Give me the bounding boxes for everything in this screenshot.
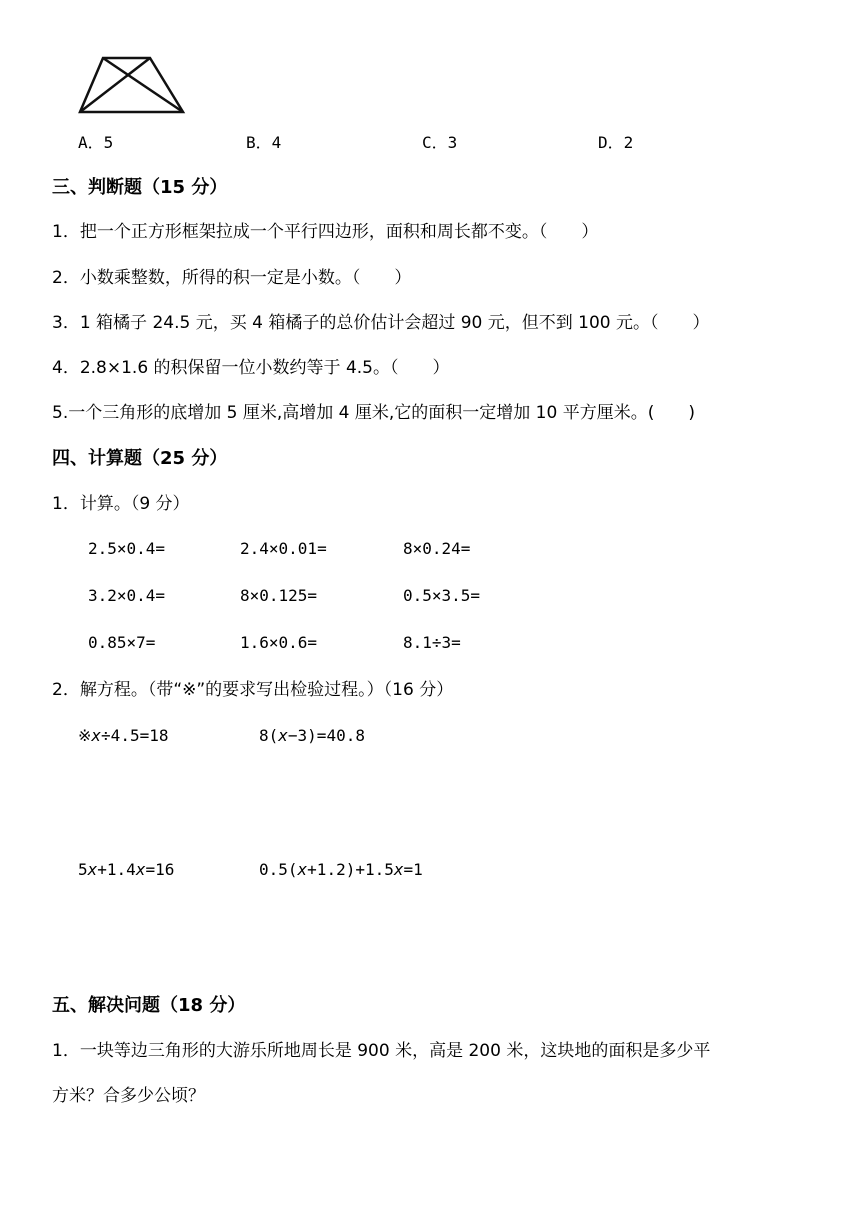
option-c: C．3	[422, 133, 458, 152]
calc-3-1: 0.85×7=	[88, 633, 156, 652]
problem-1-line-1: 1．一块等边三角形的大游乐所地周长是 900 米，高是 200 米，这块地的面积是多少平	[52, 1041, 711, 1061]
calc-1-2: 2.4×0.01=	[240, 539, 327, 558]
section3-item-5: 5.一个三角形的底增加 5 厘米,高增加 4 厘米,它的面积一定增加 10 平方厘米。( )	[52, 403, 695, 423]
section3-item-3: 3．1 箱橘子 24.5 元，买 4 箱橘子的总价估计会超过 90 元，但不到 100 元。（ ）	[52, 313, 710, 333]
section3-item-1: 1．把一个正方形框架拉成一个平行四边形，面积和周长都不变。（ ）	[52, 222, 599, 242]
option-b: B．4	[246, 133, 282, 152]
calc-question: 1．计算。（9 分）	[52, 494, 190, 514]
problem-1-line-2: 方米？合多少公顷？	[52, 1086, 205, 1106]
equation-question: 2．解方程。（带“※”的要求写出检验过程。）（16 分）	[52, 680, 454, 700]
calc-1-1: 2.5×0.4=	[88, 539, 166, 558]
section3-title: 三、判断题（15 分）	[52, 177, 228, 198]
option-d: D．2	[598, 133, 634, 152]
equation-4: 0.5(x+1.2)+1.5x=1	[259, 860, 423, 879]
section5-title: 五、解决问题（18 分）	[52, 995, 246, 1016]
equation-3: 5x+1.4x=16	[78, 860, 175, 879]
trapezoid-figure	[76, 52, 192, 118]
calc-2-2: 8×0.125=	[240, 586, 318, 605]
calc-2-3: 0.5×3.5=	[403, 586, 481, 605]
section3-item-4: 4．2.8×1.6 的积保留一位小数约等于 4.5。（ ）	[52, 358, 450, 378]
equation-2: 8(x−3)=40.8	[259, 726, 365, 745]
section3-item-2: 2．小数乘整数，所得的积一定是小数。（ ）	[52, 268, 412, 288]
calc-2-1: 3.2×0.4=	[88, 586, 166, 605]
calc-3-2: 1.6×0.6=	[240, 633, 318, 652]
calc-1-3: 8×0.24=	[403, 539, 471, 558]
equation-1: ※x÷4.5=18	[78, 726, 169, 745]
calc-3-3: 8.1÷3=	[403, 633, 461, 652]
section4-title: 四、计算题（25 分）	[52, 448, 228, 469]
option-a: A．5	[78, 133, 114, 152]
